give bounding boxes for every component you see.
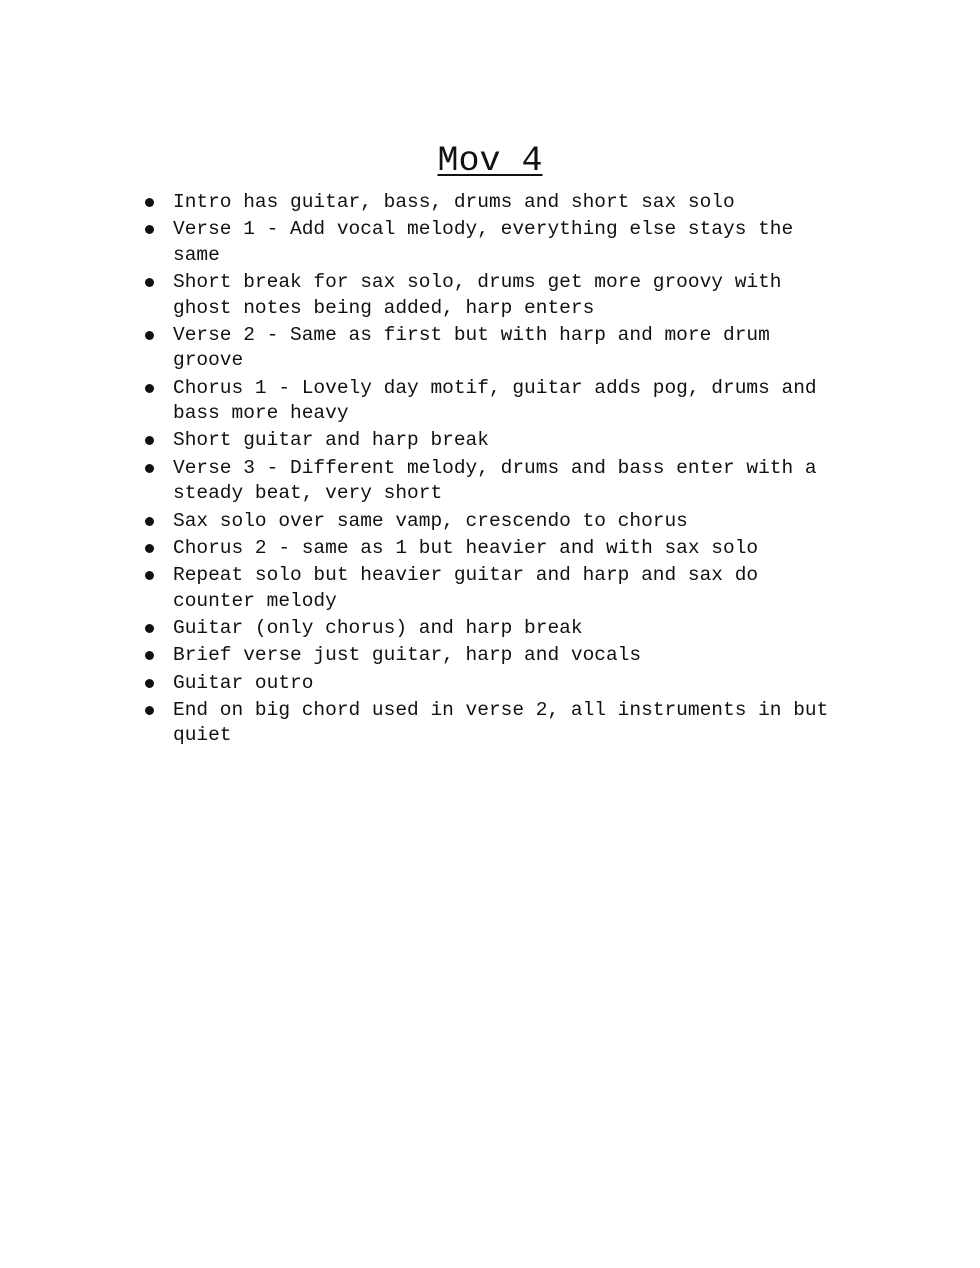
bullet-icon [145, 198, 154, 207]
list-item [141, 671, 851, 697]
list-item-text: Short break for sax solo, drums get more groovy with ghost notes being added, harp enters [173, 271, 782, 319]
bullet-icon [145, 571, 154, 580]
list-item-text: Repeat solo but heavier guitar and harp and sax do counter melody [173, 564, 759, 612]
list-item [141, 376, 851, 427]
list-item [141, 456, 851, 507]
list-item-text: Short guitar and harp break [173, 429, 489, 452]
bullet-icon [145, 517, 154, 526]
bullet-icon [145, 225, 154, 234]
bullet-icon [145, 331, 154, 340]
list-item [141, 563, 851, 614]
list-item-text: Guitar outro [173, 671, 314, 694]
list-item-text: Chorus 1 - Lovely day motif, guitar adds pog, drums and bass more heavy [173, 376, 817, 425]
list-item [141, 616, 851, 642]
list-item [141, 536, 851, 562]
list-item-text: Chorus 2 - same as 1 but heavier and with sax solo [173, 536, 759, 559]
bullet-icon [145, 651, 154, 660]
bullet-icon [145, 624, 154, 633]
bullet-icon [145, 706, 154, 715]
list-item-text: Verse 2 - Same as first but with harp and more drum groove [173, 323, 770, 372]
list-item-text: Verse 3 - Different melody, drums and bass enter with a steady beat, very short [173, 456, 817, 505]
list-item [141, 509, 851, 535]
list-item-text: Intro has guitar, bass, drums and short sax solo [173, 191, 735, 213]
bullet-icon [145, 544, 154, 553]
bullet-icon [145, 436, 154, 445]
bullet-icon [145, 679, 154, 688]
bullet-icon [145, 278, 154, 287]
list-item-text: End on big chord used in verse 2, all instruments in but quiet [173, 698, 829, 747]
bullet-icon [145, 464, 154, 473]
list-item [141, 190, 851, 216]
list-item [141, 643, 851, 669]
list-item [141, 270, 851, 321]
list-item [141, 323, 851, 374]
structure-list [141, 190, 851, 751]
list-item [141, 217, 851, 268]
list-item-text: Verse 1 - Add vocal melody, everything else stays the same [173, 218, 794, 266]
bullet-icon [145, 384, 154, 393]
document-title: Mov 4 [437, 141, 543, 181]
list-item-text: Sax solo over same vamp, crescendo to chorus [173, 509, 688, 532]
list-item [141, 698, 851, 749]
list-item-text: Guitar (only chorus) and harp break [173, 616, 583, 639]
list-item [141, 428, 851, 454]
list-item-text: Brief verse just guitar, harp and vocals [173, 644, 642, 667]
